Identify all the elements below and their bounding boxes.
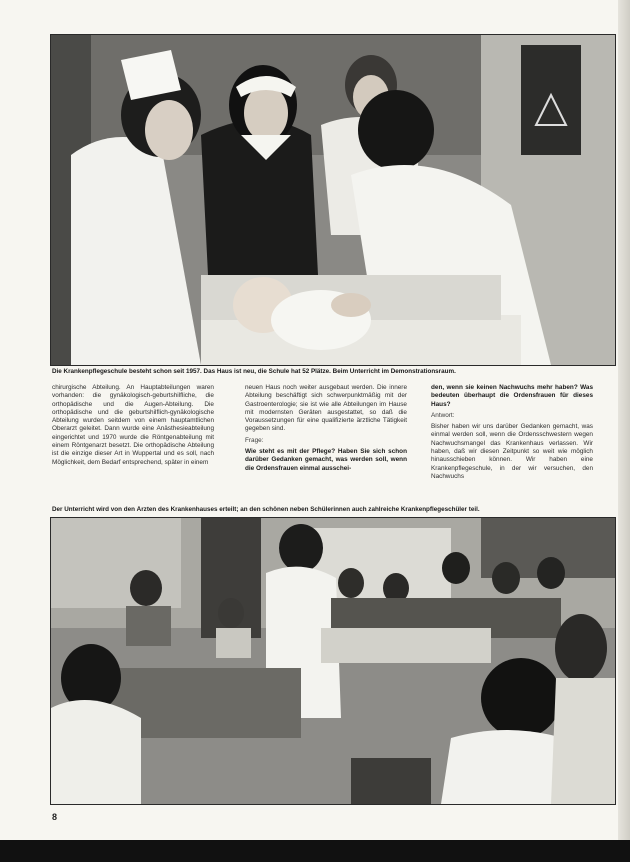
caption-top-photo: Die Krankenpflegeschule besteht schon seit 1957. Das Haus ist neu, die Schule hat 52 Plätze. Beim Unterricht im Demonstrationsraum. bbox=[52, 368, 456, 375]
photo-classroom-illustration bbox=[51, 518, 615, 804]
photo-nursing-demonstration bbox=[50, 34, 616, 366]
photo-nurses-with-baby-illustration bbox=[51, 35, 615, 365]
caption-bottom-photo: Der Unterricht wird von den Ärzten des Krankenhauses erteilt; an den schönen neben Schülerinnen auch zahlreiche Krankenpflegeschüler teil. bbox=[52, 506, 480, 513]
question-continuation: den, wenn sie keinen Nachwuchs mehr haben? Was bedeuten überhaupt die Ordensfrauen für dieses Haus? bbox=[431, 384, 593, 408]
column-2-text: neuen Haus noch weiter ausgebaut werden. Die innere Abteilung beschäftigt sich schwerpunktmäßig mit der Gastroenterologie; sie ist wie alle Abteilungen im Hause mit modernsten Geräten ausgestattet, so daß die Voraussetzungen für eine qualifizierte ärztliche Tätigkeit gegeben sind. bbox=[245, 384, 407, 433]
answer-text: Bisher haben wir uns darüber Gedanken gemacht, was einmal werden soll, wenn die Ordensschwestern wegen Nachwuchsmangel das Krankenhaus verlassen. Wir haben, daß wir diesen Zeitpunkt so weit wie möglich hinausschieben können. Wir haben eine Krankenpflegeschule, in der wir versuchen, den Nachwuchs bbox=[431, 423, 593, 480]
answer-label: Antwort: bbox=[431, 411, 455, 419]
page-edge-shadow bbox=[618, 0, 630, 862]
scan-bottom-border bbox=[0, 840, 630, 862]
article-column-2 bbox=[245, 384, 407, 476]
column-1-text: chirurgische Abteilung. An Hauptabteilungen waren vorhanden: die gynäkologisch-geburtshilfliche, die orthopädische und die Augen-Abteilung. Die orthopädische und die geburtshilflich-gynäkologische Abteilung wurden seitdem von einem hauptamtlichen Oberarzt geleitet. Dann wurde eine Anästhesieabteilung eingerichtet und 1970 wurde die Röntgenabteilung mit einem Röntgenarzt besetzt. Die orthopädische Abteilung ist die einzige dieser Art in Wuppertal und es soll, nach Möglichkeit, dem Bedarf entsprechend, später in einem bbox=[52, 384, 214, 466]
question-label: Frage: bbox=[245, 436, 264, 444]
page-number: 8 bbox=[52, 812, 58, 822]
photo-classroom bbox=[50, 517, 616, 805]
article-column-3 bbox=[431, 384, 593, 484]
article-column-1 bbox=[52, 384, 214, 470]
question-text: Wie steht es mit der Pflege? Haben Sie sich schon darüber Gedanken gemacht, was werden soll, wenn die Ordensfrauen einmal ausschei- bbox=[245, 448, 407, 472]
